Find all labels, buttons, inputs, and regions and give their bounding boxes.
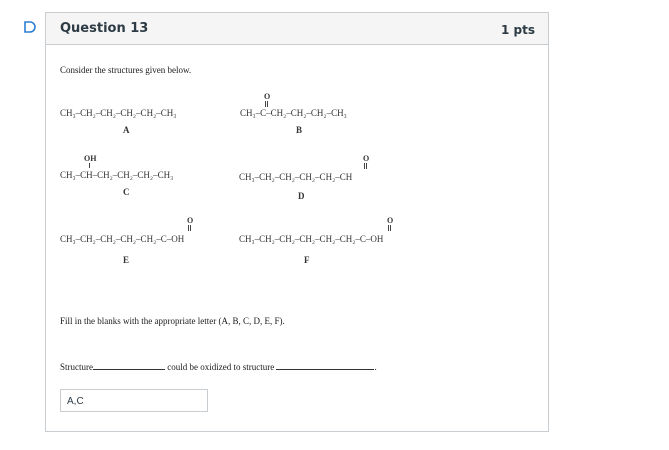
blank-suffix: . bbox=[374, 362, 377, 372]
instruction-text: Fill in the blanks with the appropriate letter (A, B, C, D, E, F). bbox=[60, 316, 285, 326]
structure-c-label: C bbox=[123, 187, 130, 197]
blank-middle: could be oxidized to structure bbox=[167, 362, 275, 372]
structure-b-formula: CH₃–C–CH₂–CH₂–CH₂–CH₃ bbox=[240, 108, 347, 118]
question-header bbox=[46, 13, 548, 45]
structure-b-label: B bbox=[296, 125, 303, 135]
structure-c-formula: CH₃–CH–CH₂–CH₂–CH₂–CH₃ bbox=[60, 170, 174, 180]
structure-d-formula: CH₃–CH₂–CH₂–CH₂–CH₂–CH bbox=[239, 172, 353, 182]
structure-f-formula: CH₃–CH₂–CH₂–CH₂–CH₂–CH₂–C–OH bbox=[239, 234, 384, 244]
structure-d-label: D bbox=[298, 191, 305, 201]
structure-e-oxygen: O bbox=[187, 216, 194, 225]
structure-b-oxygen: O bbox=[264, 92, 271, 101]
blank-prefix: Structure bbox=[60, 362, 93, 372]
structure-f-double-bond bbox=[388, 225, 391, 231]
structure-d-double-bond bbox=[364, 163, 367, 169]
fill-in-blank-sentence bbox=[60, 360, 377, 372]
structure-f-label: F bbox=[304, 255, 310, 265]
blank-line-2 bbox=[276, 360, 377, 372]
answer-input[interactable]: A,C bbox=[60, 389, 208, 412]
bookmark-icon[interactable] bbox=[23, 20, 37, 34]
structure-e-double-bond bbox=[188, 225, 191, 231]
structure-a-label: A bbox=[123, 125, 130, 135]
structure-e-formula: CH₃–CH₂–CH₂–CH₂–CH₂–C–OH bbox=[60, 234, 185, 244]
question-card bbox=[45, 12, 549, 432]
structure-c-hydroxyl: OH bbox=[84, 154, 97, 163]
structure-a-formula: CH₃–CH₂–CH₂–CH₂–CH₂–CH₃ bbox=[60, 108, 177, 118]
blank-line-1 bbox=[93, 360, 165, 370]
question-points: 1 pts bbox=[501, 23, 535, 37]
structure-b-double-bond bbox=[265, 101, 268, 107]
structure-d-oxygen: O bbox=[363, 154, 370, 163]
question-intro: Consider the structures given below. bbox=[60, 65, 192, 75]
question-title: Question 13 bbox=[60, 21, 149, 36]
structure-e-label: E bbox=[123, 255, 130, 265]
structure-c-bond bbox=[89, 163, 90, 168]
structure-f-oxygen: O bbox=[387, 216, 394, 225]
